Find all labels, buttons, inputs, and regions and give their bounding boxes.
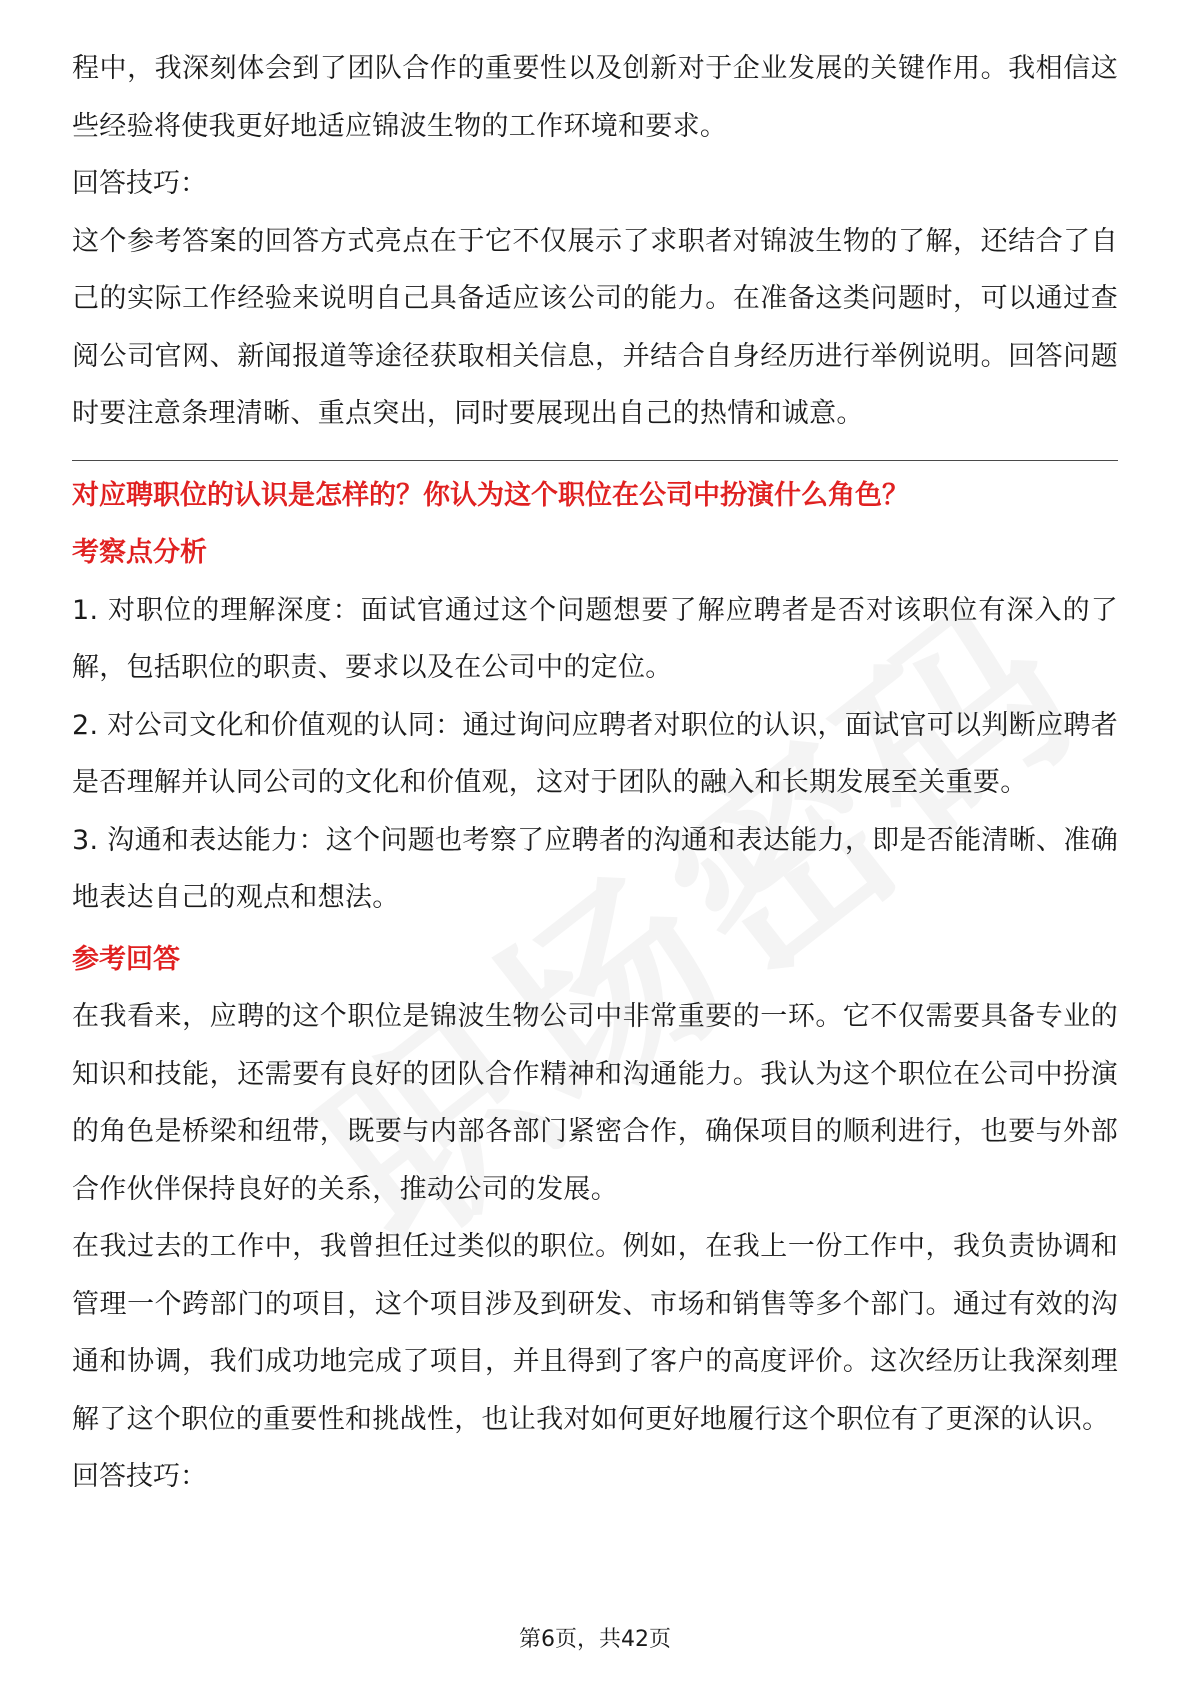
- intro-paragraph: 程中，我深刻体会到了团队合作的重要性以及创新对于企业发展的关键作用。我相信这些经验将使我更好地适应锦波生物的工作环境和要求。: [72, 53, 1118, 142]
- analysis-point-2: 2. 对公司文化和价值观的认同：通过询问应聘者对职位的认识，面试官可以判断应聘者是否理解并认同公司的文化和价值观，这对于团队的融入和长期发展至关重要。: [72, 709, 1118, 798]
- question-tips-label: 回答技巧：: [72, 1461, 207, 1492]
- analysis-point-1: 1. 对职位的理解深度：面试官通过这个问题想要了解应聘者是否对该职位有深入的了解，包括职位的职责、要求以及在公司中的定位。: [72, 594, 1118, 683]
- page-content: [72, 40, 1118, 1506]
- page-indicator: 第6页，共42页: [519, 1627, 671, 1652]
- reference-answer-1: 在我看来，应聘的这个职位是锦波生物公司中非常重要的一环。它不仅需要具备专业的知识和技能，还需要有良好的团队合作精神和沟通能力。我认为这个职位在公司中扮演的角色是桥梁和纽带，既要与内部各部门紧密合作，确保项目的顺利进行，也要与外部合作伙伴保持良好的关系，推动公司的发展。: [72, 1001, 1118, 1205]
- reference-heading: 参考回答: [72, 943, 180, 975]
- question-title: 对应聘职位的认识是怎样的？你认为这个职位在公司中扮演什么角色？: [72, 479, 909, 511]
- analysis-point-3: 3. 沟通和表达能力：这个问题也考察了应聘者的沟通和表达能力，即是否能清晰、准确地表达自己的观点和想法。: [72, 824, 1118, 913]
- section-divider: [72, 460, 1118, 461]
- analysis-heading: 考察点分析: [72, 537, 207, 568]
- intro-tips-label: 回答技巧：: [72, 168, 207, 199]
- intro-tips-text: 这个参考答案的回答方式亮点在于它不仅展示了求职者对锦波生物的了解，还结合了自己的实际工作经验来说明自己具备适应该公司的能力。在准备这类问题时，可以通过查阅公司官网、新闻报道等途径获取相关信息，并结合自身经历进行举例说明。回答问题时要注意条理清晰、重点突出，同时要展现出自己的热情和诚意。: [72, 225, 1118, 429]
- reference-answer-2: 在我过去的工作中，我曾担任过类似的职位。例如，在我上一份工作中，我负责协调和管理一个跨部门的项目，这个项目涉及到研发、市场和销售等多个部门。通过有效的沟通和协调，我们成功地完成了项目，并且得到了客户的高度评价。这次经历让我深刻理解了这个职位的重要性和挑战性，也让我对如何更好地履行这个职位有了更深的认识。: [72, 1231, 1118, 1435]
